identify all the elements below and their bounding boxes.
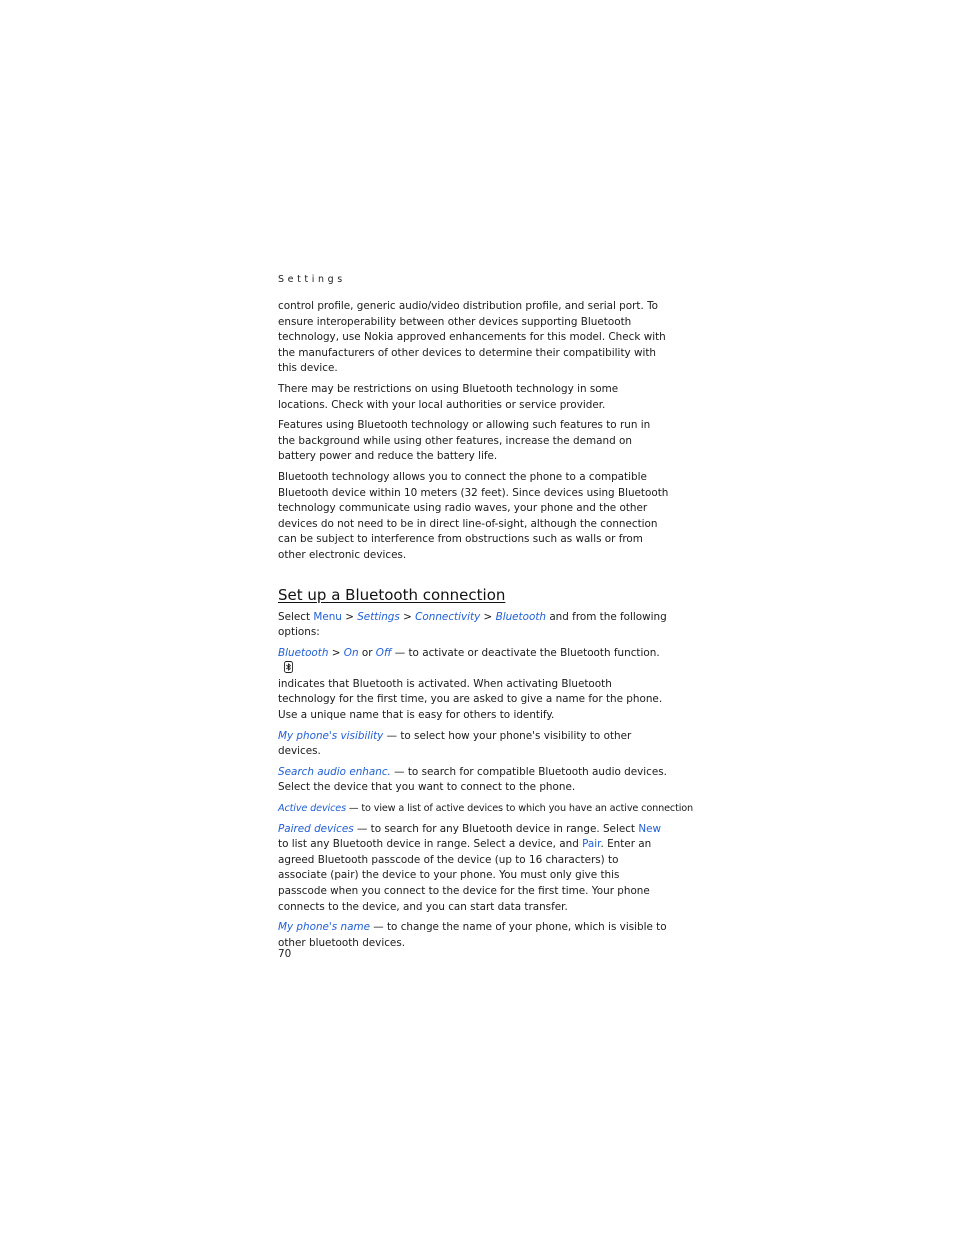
settings-option: Settings: [357, 610, 400, 623]
bluetooth-icon: [284, 661, 293, 673]
select-prefix: Select: [278, 610, 314, 623]
visibility-option-name: My phone's visibility: [278, 729, 384, 742]
path-separator: >: [328, 646, 344, 659]
off-option: Off: [375, 646, 392, 659]
bluetooth-option-entry: [278, 646, 670, 724]
running-header: Settings: [278, 274, 346, 285]
page-body: [278, 299, 694, 956]
visibility-option-entry: [278, 729, 670, 760]
paired-devices-entry: [278, 822, 670, 916]
or-text: or: [358, 646, 376, 659]
phone-name-desc: — to change the name of your phone, which is visible to other bluetooth devices.: [278, 921, 667, 949]
path-separator: >: [341, 610, 358, 623]
intro-paragraph-3: Features using Bluetooth technology or allowing such features to run in the background while using other features, increase the demand on battery power and reduce the battery life.: [278, 419, 651, 463]
new-key: New: [638, 822, 661, 835]
active-devices-name: Active devices: [278, 803, 346, 815]
bluetooth-option-desc: — to activate or deactivate the Bluetooth function.: [391, 646, 660, 659]
phone-name-entry: [278, 920, 670, 951]
pair-key: Pair: [582, 838, 601, 851]
intro-paragraph-1: control profile, generic audio/video distribution profile, and serial port. To ensure interoperability between other devices supporting Bluetooth technology, use Nokia approved enhancements for this model. Check with the manufacturers of other devices to determine their compatibility with this device.: [278, 300, 666, 375]
select-path-line: [278, 610, 670, 641]
visibility-option-desc: — to select how your phone's visibility to other devices.: [278, 729, 632, 758]
search-option-entry: [278, 765, 670, 796]
active-devices-entry: [278, 801, 694, 817]
on-option: On: [343, 646, 359, 659]
bluetooth-option-desc-2: indicates that Bluetooth is activated. When activating Bluetooth technology for the first time, you are asked to give a name for the phone. Use a unique name that is easy for others to identify.: [278, 677, 663, 722]
page-number: 70: [278, 948, 292, 960]
search-option-name: Search audio enhanc.: [278, 765, 391, 778]
active-devices-desc: — to view a list of active devices to which you have an active connection: [345, 803, 694, 815]
bluetooth-option: Bluetooth: [495, 610, 547, 623]
intro-paragraph-4: Bluetooth technology allows you to connect the phone to a compatible Bluetooth device within 10 meters (32 feet). Since devices using Bluetooth technology communicate using radio waves, your phone and the other devices do not need to be in direct line-of-sight, although the connection can be subject to interference from obstructions such as walls or from other electronic devices.: [278, 470, 669, 561]
bluetooth-option-name: Bluetooth: [278, 646, 329, 659]
connectivity-option: Connectivity: [415, 610, 481, 623]
section-heading: Set up a Bluetooth connection: [278, 585, 506, 604]
paired-devices-name: Paired devices: [278, 822, 354, 835]
paired-devices-desc-2: to list any Bluetooth device in range. Select a device, and: [278, 838, 583, 851]
path-separator: >: [399, 610, 416, 623]
menu-key: Menu: [313, 610, 342, 623]
search-option-desc: — to search for compatible Bluetooth audio devices. Select the device that you want to connect to the phone.: [278, 765, 667, 794]
select-suffix: and from the following options:: [278, 610, 667, 639]
phone-name-option: My phone's name: [278, 921, 370, 934]
path-separator: >: [480, 610, 496, 623]
intro-paragraph-2: There may be restrictions on using Bluetooth technology in some locations. Check with your local authorities or service provider.: [278, 382, 619, 411]
paired-devices-desc-3: . Enter an agreed Bluetooth passcode of the device (up to 16 characters) to associate (pair) the device to your phone. You must only give this passcode when you connect to the device for the first time. Your phone connects to the device, and you can start data transfer.: [278, 838, 652, 913]
paired-devices-desc-1: — to search for any Bluetooth device in range. Select: [353, 822, 639, 835]
